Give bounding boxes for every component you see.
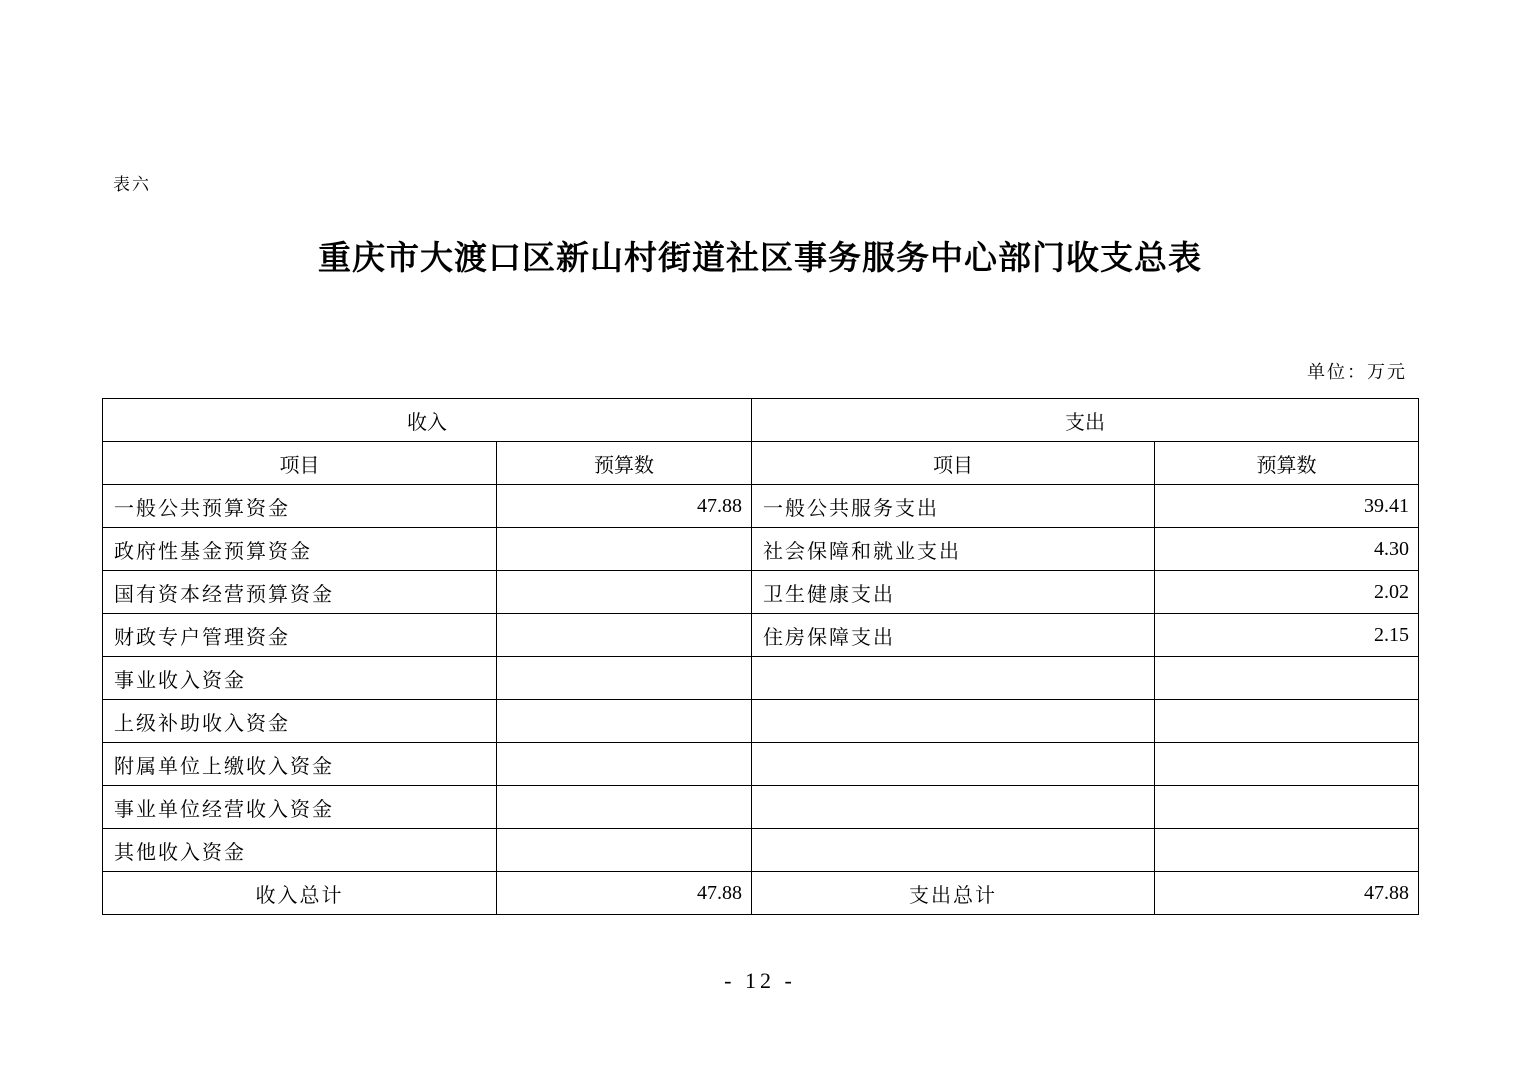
income-item-cell: 附属单位上缴收入资金	[103, 743, 497, 786]
income-value-cell	[497, 614, 752, 657]
column-header-row	[103, 442, 1419, 485]
expense-item-cell: 卫生健康支出	[752, 571, 1155, 614]
expense-total-label: 支出总计	[752, 872, 1155, 915]
table-row	[103, 657, 1419, 700]
income-item-cell: 国有资本经营预算资金	[103, 571, 497, 614]
expense-item-cell	[752, 700, 1155, 743]
income-total-label: 收入总计	[103, 872, 497, 915]
table-row	[103, 786, 1419, 829]
income-item-cell: 财政专户管理资金	[103, 614, 497, 657]
income-item-column-header: 项目	[103, 442, 497, 485]
table-row	[103, 528, 1419, 571]
expense-item-cell	[752, 657, 1155, 700]
section-header-row	[103, 399, 1419, 442]
income-value-cell	[497, 829, 752, 872]
table-row	[103, 571, 1419, 614]
expense-value-cell	[1155, 829, 1419, 872]
income-value-cell: 47.88	[497, 485, 752, 528]
expense-value-cell: 39.41	[1155, 485, 1419, 528]
page-title: 重庆市大渡口区新山村街道社区事务服务中心部门收支总表	[318, 238, 1202, 277]
income-value-cell	[497, 743, 752, 786]
income-value-cell	[497, 786, 752, 829]
expense-item-cell: 社会保障和就业支出	[752, 528, 1155, 571]
expense-item-column-header: 项目	[752, 442, 1155, 485]
expense-value-cell	[1155, 743, 1419, 786]
income-value-cell	[497, 571, 752, 614]
expense-value-cell	[1155, 700, 1419, 743]
expense-header: 支出	[752, 399, 1419, 442]
table-row	[103, 485, 1419, 528]
income-item-cell: 上级补助收入资金	[103, 700, 497, 743]
expense-value-cell: 4.30	[1155, 528, 1419, 571]
expense-total-value: 47.88	[1155, 872, 1419, 915]
table-label: 表六	[113, 175, 151, 195]
income-expense-table	[102, 398, 1419, 915]
totals-row	[103, 872, 1419, 915]
expense-item-cell	[752, 786, 1155, 829]
table-body	[103, 485, 1419, 872]
expense-item-cell	[752, 829, 1155, 872]
expense-item-cell: 住房保障支出	[752, 614, 1155, 657]
table-row	[103, 743, 1419, 786]
income-budget-column-header: 预算数	[497, 442, 752, 485]
expense-value-cell: 2.02	[1155, 571, 1419, 614]
income-item-cell: 其他收入资金	[103, 829, 497, 872]
income-item-cell: 一般公共预算资金	[103, 485, 497, 528]
expense-item-cell: 一般公共服务支出	[752, 485, 1155, 528]
expense-value-cell: 2.15	[1155, 614, 1419, 657]
income-item-cell: 事业单位经营收入资金	[103, 786, 497, 829]
unit-label: 单位：万元	[1307, 362, 1407, 383]
income-value-cell	[497, 528, 752, 571]
table-row	[103, 700, 1419, 743]
table-row	[103, 829, 1419, 872]
expense-item-cell	[752, 743, 1155, 786]
expense-value-cell	[1155, 786, 1419, 829]
income-item-cell: 事业收入资金	[103, 657, 497, 700]
table-row	[103, 614, 1419, 657]
page-number: - 12 -	[724, 968, 796, 993]
income-value-cell	[497, 657, 752, 700]
expense-value-cell	[1155, 657, 1419, 700]
income-value-cell	[497, 700, 752, 743]
expense-budget-column-header: 预算数	[1155, 442, 1419, 485]
income-total-value: 47.88	[497, 872, 752, 915]
income-item-cell: 政府性基金预算资金	[103, 528, 497, 571]
income-header: 收入	[103, 399, 752, 442]
